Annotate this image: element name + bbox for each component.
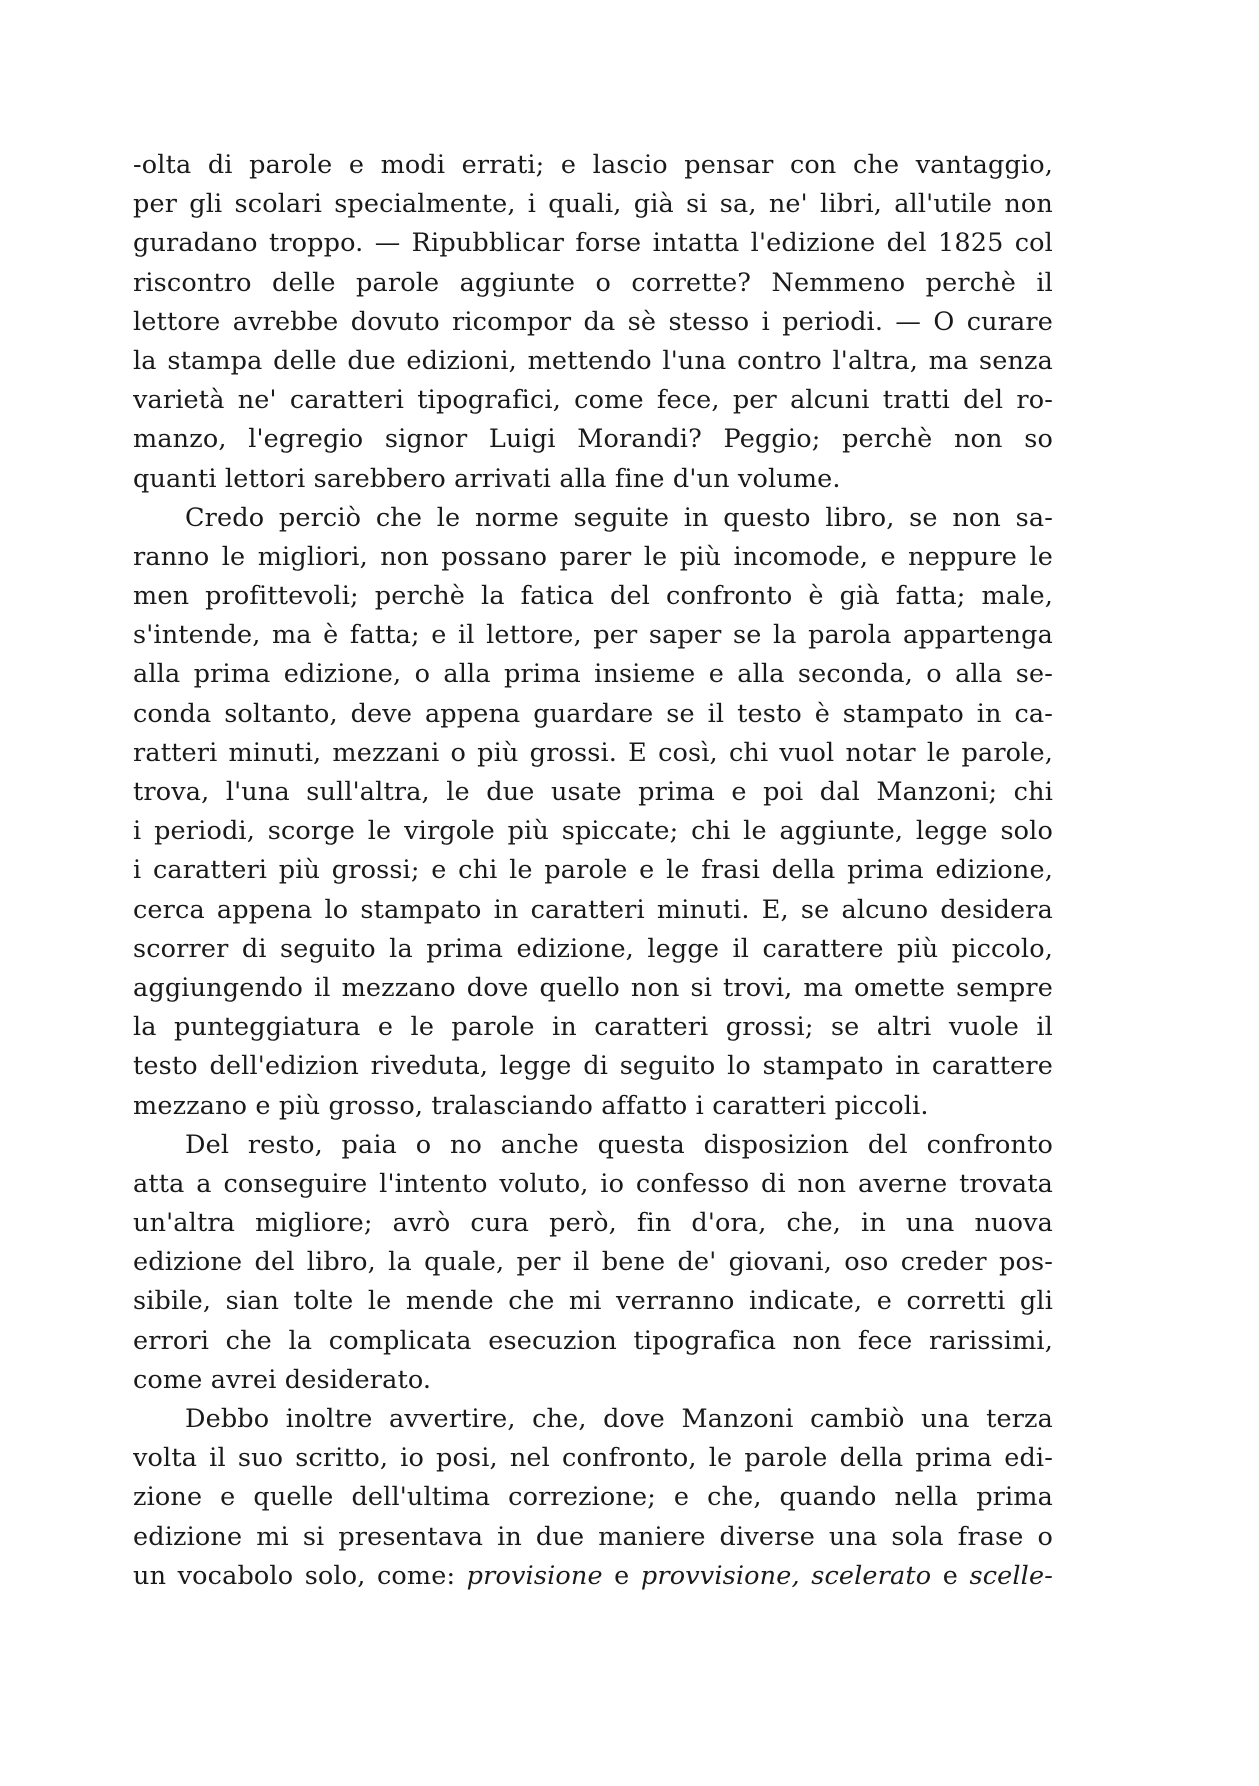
text-line: Debbo inoltre avvertire, che, dove Manzoni cambiò una terza bbox=[185, 1404, 1053, 1434]
italic-word: scelerato bbox=[811, 1560, 932, 1591]
text-line: zione e quelle dell'ultima correzione; e che, quando nella prima bbox=[133, 1482, 1053, 1513]
text-line: men profittevoli; perchè la fatica del confronto è già fatta; male, bbox=[133, 581, 1053, 612]
italic-word: provisione bbox=[466, 1560, 603, 1591]
paragraph-4 bbox=[133, 1400, 1053, 1596]
paragraph-2 bbox=[133, 499, 1053, 1126]
paragraph-1 bbox=[133, 146, 1053, 499]
text-line: sibile, sian tolte le mende che mi verranno indicate, e corretti gli bbox=[133, 1286, 1053, 1317]
text-line: riscontro delle parole aggiunte o corrette? Nemmeno perchè il bbox=[133, 267, 1053, 298]
text-fragment bbox=[800, 1561, 811, 1591]
text-line: trova, l'una sull'altra, le due usate prima e poi dal Manzoni; chi bbox=[133, 777, 1053, 807]
body-text bbox=[133, 146, 1053, 1596]
italic-word: scelle- bbox=[969, 1560, 1053, 1591]
text-line: la punteggiatura e le parole in caratteri grossi; se altri vuole il bbox=[133, 1012, 1053, 1043]
text-line: conda soltanto, deve appena guardare se il testo è stampato in ca- bbox=[133, 698, 1053, 729]
text-line: lettore avrebbe dovuto ricompor da sè stesso i periodi. — O curare bbox=[133, 306, 1053, 337]
text-line: testo dell'edizion riveduta, legge di seguito lo stampato in carattere bbox=[133, 1051, 1053, 1082]
text-line: varietà ne' caratteri tipografici, come fece, per alcuni tratti del ro- bbox=[133, 385, 1053, 416]
text-line: volta il suo scritto, io posi, nel confronto, le parole della prima edi- bbox=[133, 1443, 1053, 1474]
text-line: scorrer di seguito la prima edizione, legge il carattere più piccolo, bbox=[133, 933, 1053, 964]
text-line: cerca appena lo stampato in caratteri minuti. E, se alcuno desidera bbox=[133, 894, 1053, 925]
text-line: ratteri minuti, mezzani o più grossi. E così, chi vuol notar le parole, bbox=[133, 737, 1053, 768]
text-line: atta a conseguire l'intento voluto, io confesso di non averne trovata bbox=[133, 1168, 1053, 1199]
text-line-final bbox=[133, 1557, 1053, 1596]
text-line: Del resto, paia o no anche questa disposizion del confronto bbox=[185, 1129, 1053, 1160]
italic-word: provvisione, bbox=[640, 1560, 800, 1591]
text-line: per gli scolari specialmente, i quali, già si sa, ne' libri, all'utile non bbox=[133, 189, 1053, 220]
text-line: guradano troppo. — Ripubblicar forse intatta l'edizione del 1825 col bbox=[133, 228, 1053, 259]
text-line: edizione del libro, la quale, per il bene de' giovani, oso creder pos- bbox=[133, 1247, 1053, 1278]
text-fragment: e bbox=[931, 1560, 970, 1591]
text-line: errori che la complicata esecuzion tipografica non fece rarissimi, bbox=[133, 1325, 1053, 1356]
text-line: s'intende, ma è fatta; e il lettore, per saper se la parola appartenga bbox=[133, 620, 1053, 651]
text-line: la stampa delle due edizioni, mettendo l'una contro l'altra, ma senza bbox=[133, 345, 1053, 376]
text-line: manzo, l'egregio signor Luigi Morandi? Peggio; perchè non so bbox=[133, 424, 1053, 455]
text-line: i caratteri più grossi; e chi le parole e le frasi della prima edizione, bbox=[133, 855, 1053, 886]
text-line: aggiungendo il mezzano dove quello non si trovi, ma omette sempre bbox=[133, 972, 1053, 1003]
text-line: edizione mi si presentava in due maniere diverse una sola frase o bbox=[133, 1521, 1053, 1552]
text-line: i periodi, scorge le virgole più spiccate; chi le aggiunte, legge solo bbox=[133, 816, 1053, 847]
text-line: quanti lettori sarebbero arrivati alla fine d'un volume. bbox=[133, 463, 841, 494]
text-line: Credo perciò che le norme seguite in questo libro, se non sa- bbox=[185, 502, 1053, 533]
text-line: -olta di parole e modi errati; e lascio pensar con che vantaggio, bbox=[133, 150, 1053, 180]
text-line: alla prima edizione, o alla prima insieme e alla seconda, o alla se- bbox=[133, 659, 1053, 690]
text-line: come avrei desiderato. bbox=[133, 1364, 432, 1395]
text-line: ranno le migliori, non possano parer le più incomode, e neppure le bbox=[133, 541, 1053, 572]
text-fragment: e bbox=[602, 1560, 641, 1591]
text-line: un'altra migliore; avrò cura però, fin d'ora, che, in una nuova bbox=[133, 1208, 1053, 1239]
text-fragment: un vocabolo solo, come: bbox=[133, 1560, 467, 1591]
paragraph-3 bbox=[133, 1126, 1053, 1400]
text-line: mezzano e più grosso, tralasciando affatto i caratteri piccoli. bbox=[133, 1090, 929, 1121]
